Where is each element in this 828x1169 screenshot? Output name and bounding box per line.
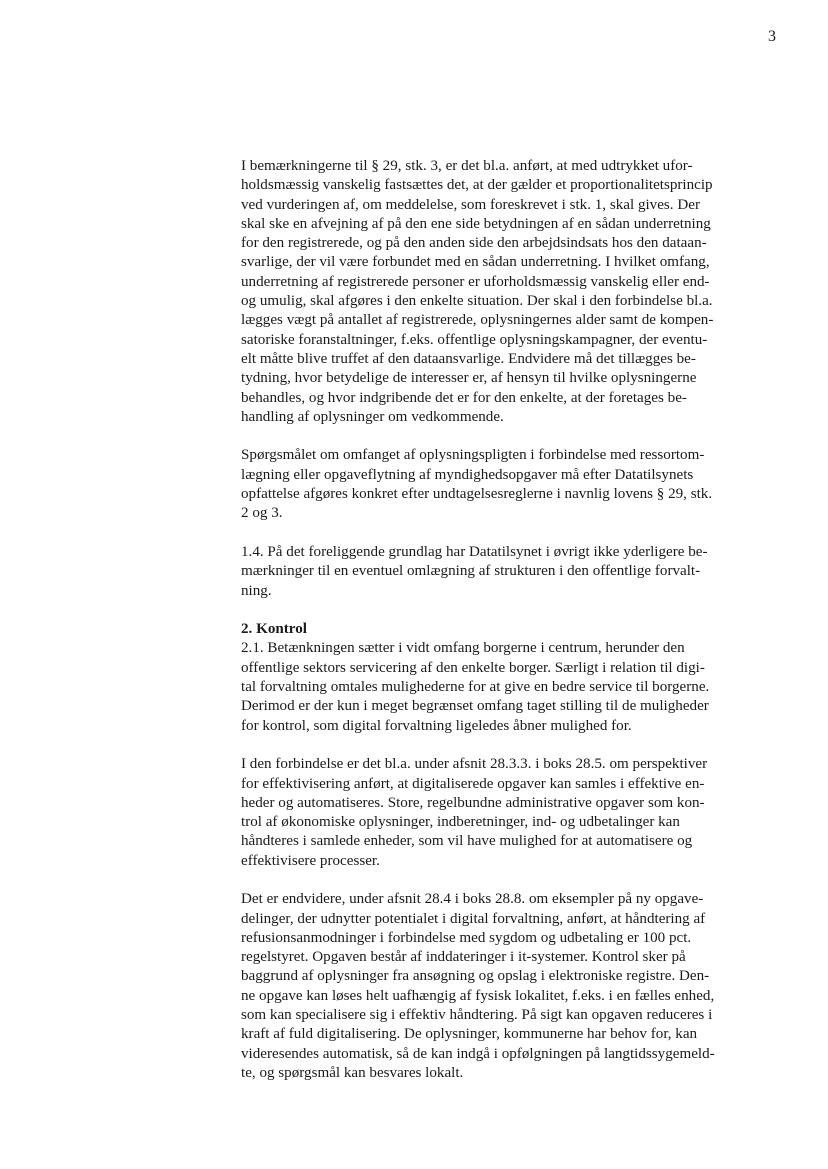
paragraph [241, 446, 763, 523]
text-line: håndteres i samlede enheder, som vil have mulighed for at automatisere og [241, 833, 693, 850]
text-line: handling af oplysninger om vedkommende. [241, 408, 504, 425]
paragraph [241, 755, 763, 871]
text-line: videresendes automatisk, så de kan indgå i opfølgningen på langtidssygemeld- [241, 1045, 715, 1062]
text-line: Det er endvidere, under afsnit 28.4 i boks 28.8. om eksempler på ny opgave- [241, 891, 704, 908]
text-line: 2 og 3. [241, 505, 283, 522]
text-line: I den forbindelse er det bl.a. under afsnit 28.3.3. i boks 28.5. om perspektiver [241, 756, 708, 773]
text-line: 2.1. Betænkningen sætter i vidt omfang borgerne i centrum, herunder den [241, 640, 685, 657]
text-line: for kontrol, som digital forvaltning ligeledes åbner mulighed for. [241, 717, 632, 734]
text-line: Derimod er der kun i meget begrænset omfang taget stilling til de muligheder [241, 698, 709, 715]
text-line: ved vurderingen af, om meddelelse, som foreskrevet i stk. 1, skal gives. Der [241, 196, 700, 213]
text-line: svarlige, der vil være forbundet med en sådan underretning. I hvilket omfang, [241, 254, 710, 271]
text-line: satoriske foranstaltninger, f.eks. offentlige oplysningskampagner, der eventu- [241, 331, 708, 348]
section-heading: 2. Kontrol [241, 621, 307, 638]
text-line: heder og automatiseres. Store, regelbundne administrative opgaver som kon- [241, 794, 705, 811]
text-line: trol af økonomiske oplysninger, indberetninger, ind- og udbetalinger kan [241, 814, 680, 831]
text-line: offentlige sektors servicering af den enkelte borger. Særligt i relation til digi- [241, 659, 705, 676]
text-line: og umulig, skal afgøres i den enkelte situation. Der skal i den forbindelse bl.a. [241, 293, 713, 310]
text-line: te, og spørgsmål kan besvares lokalt. [241, 1064, 464, 1081]
paragraph [241, 890, 763, 1083]
text-line: behandles, og hvor indgribende det er for den enkelte, at der foretages be- [241, 389, 687, 406]
paragraph [241, 157, 763, 427]
text-line: tal forvaltning omtales mulighederne for at give en bedre service til borgerne. [241, 679, 710, 696]
text-line: elt måtte blive truffet af den dataansvarlige. Endvidere må det tillægges be- [241, 350, 696, 367]
text-line: mærkninger til en eventuel omlægning af strukturen i den offentlige forvalt- [241, 563, 701, 580]
text-line: for effektivisering anført, at digitaliserede opgaver kan samles i effektive en- [241, 775, 705, 792]
text-line: ning. [241, 582, 272, 599]
text-line: som kan specialisere sig i effektiv håndtering. På sigt kan opgaven reduceres i [241, 1007, 713, 1024]
text-line: opfattelse afgøres konkret efter undtagelsesreglerne i navnlig lovens § 29, stk. [241, 486, 713, 503]
text-line: ne opgave kan løses helt uafhængig af fysisk lokalitet, f.eks. i en fælles enhed, [241, 987, 715, 1004]
text-line: delinger, der udnytter potentialet i digital forvaltning, anført, at håndtering af [241, 910, 706, 927]
text-line: tydning, hvor betydelige de interesser er, af hensyn til hvilke oplysningerne [241, 370, 697, 387]
text-line: refusionsanmodninger i forbindelse med sygdom og udbetaling er 100 pct. [241, 929, 692, 946]
page-number: 3 [768, 28, 776, 45]
text-line: 1.4. På det foreliggende grundlag har Datatilsynet i øvrigt ikke yderligere be- [241, 543, 708, 560]
text-line: Spørgsmålet om omfanget af oplysningspligten i forbindelse med ressortom- [241, 447, 705, 464]
text-line: underretning af registrerede personer er uforholdsmæssig vanskelig eller end- [241, 273, 710, 290]
text-line: lægning eller opgaveflytning af myndighedsopgaver må efter Datatilsynets [241, 466, 694, 483]
text-line: kraft af fuld digitalisering. De oplysninger, kommunerne har behov for, kan [241, 1026, 698, 1043]
text-line: holdsmæssig vanskelig fastsættes det, at der gælder et proportionalitetsprincip [241, 177, 713, 194]
paragraph [241, 543, 763, 601]
text-line: effektivisere processer. [241, 852, 380, 869]
text-line: skal ske en afvejning af på den ene side betydningen af en sådan underretning [241, 215, 711, 232]
text-line: I bemærkningerne til § 29, stk. 3, er det bl.a. anført, at med udtrykket ufor- [241, 158, 693, 174]
section-paragraph [241, 620, 763, 736]
text-line: baggrund af oplysninger fra ansøgning og opslag i elektroniske registre. Den- [241, 968, 710, 985]
text-line: for den registrerede, og på den anden side den arbejdsindsats hos den dataan- [241, 235, 707, 252]
text-line: regelstyret. Opgaven består af inddateringer i it-systemer. Kontrol sker på [241, 949, 686, 966]
text-line: lægges vægt på antallet af registrerede, oplysningernes alder samt de kompen- [241, 312, 714, 329]
document-body [241, 157, 763, 1103]
